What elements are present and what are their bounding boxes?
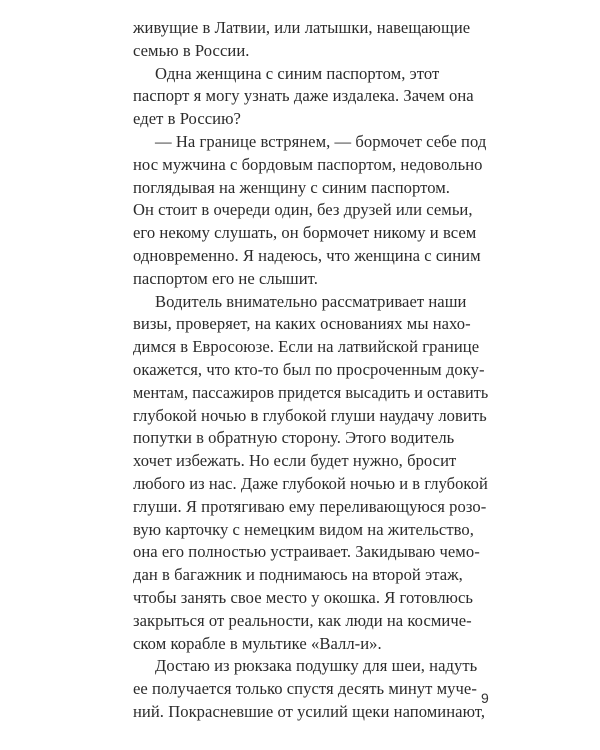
text-line: паспортом его не слышит. (133, 268, 318, 288)
text-line: она его полностью устраивает. Закидываю чемо- (133, 542, 480, 562)
text-line: Достаю из рюкзака подушку для шеи, надуть (155, 656, 478, 676)
text-line: чтобы занять свое место у окошка. Я готовлюсь (133, 587, 474, 607)
text-line: ском корабле в мультике «Валл-и». (133, 633, 382, 653)
text-line: Водитель внимательно рассматривает наши (155, 291, 467, 311)
text-line: паспорт я могу узнать даже издалека. Зачем она (133, 86, 474, 106)
text-line: окажется, что кто-то был по просроченным доку- (133, 359, 485, 379)
text-line: глуши. Я протягиваю ему переливающуюся розо- (133, 496, 487, 516)
text-line: поглядывая на женщину с синим паспортом. (133, 177, 450, 197)
text-line: живущие в Латвии, или латышки, навещающие (133, 18, 471, 37)
text-line: Он стоит в очереди один, без друзей или семьи, (133, 200, 473, 220)
text-line: нос мужчина с бордовым паспортом, недовольно (133, 154, 483, 174)
text-line: дан в багажник и поднимаюсь на второй этаж, (133, 565, 463, 585)
text-line: хочет избежать. Но если будет нужно, бросит (133, 451, 457, 471)
text-line: ее получается только спустя десять минут муче- (133, 679, 477, 699)
text-line: одновременно. Я надеюсь, что женщина с синим (133, 245, 481, 265)
text-line: димся в Евросоюзе. Если на латвийской границе (133, 337, 480, 357)
text-line: — На границе встрянем, — бормочет себе под (155, 131, 487, 151)
page-number: 9 (481, 690, 489, 706)
body-text (133, 17, 488, 724)
text-line: семью в России. (133, 40, 250, 60)
text-line: Одна женщина с синим паспортом, этот (155, 63, 440, 83)
text-line: ментам, пассажиров придется высадить и оставить (133, 382, 489, 402)
text-line: едет в Россию? (133, 109, 241, 129)
text-line: любого из нас. Даже глубокой ночью и в глубокой (133, 473, 488, 493)
text-line: его некому слушать, он бормочет никому и всем (133, 223, 477, 243)
text-line: закрыться от реальности, как люди на космиче- (133, 610, 472, 630)
text-line: вую карточку с немецким видом на жительство, (133, 519, 474, 539)
text-line: попутки в обратную сторону. Этого водитель (133, 428, 455, 448)
text-line: глубокой ночью в глубокой глуши наудачу ловить (133, 405, 487, 425)
text-line: ний. Покрасневшие от усилий щеки напоминают, (133, 701, 486, 721)
text-line: визы, проверяет, на каких основаниях мы нахо- (133, 314, 471, 334)
